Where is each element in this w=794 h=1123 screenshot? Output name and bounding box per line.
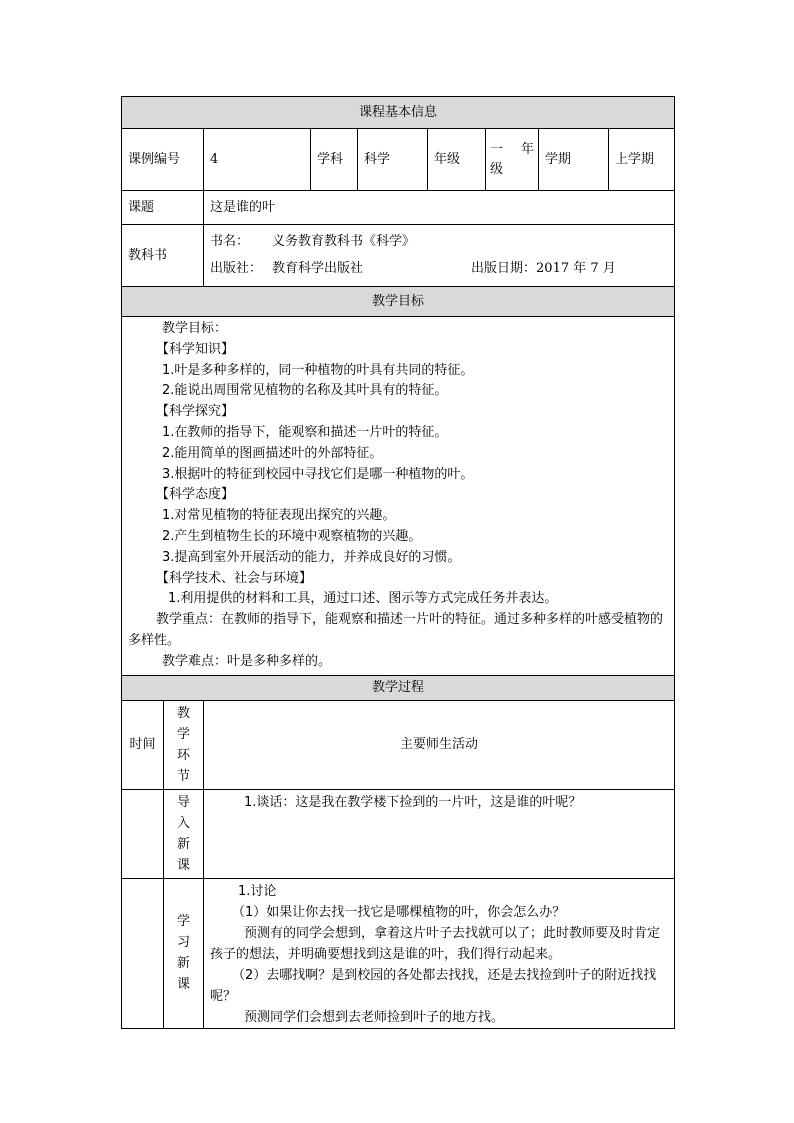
stage-learn: 学 习 新 课 <box>164 878 204 1028</box>
objectives-body <box>122 317 675 676</box>
lesson-plan-table <box>121 96 675 1029</box>
objective-line: 3.根据叶的特征到校园中寻找它们是哪一种植物的叶。 <box>162 466 474 482</box>
col-stage-header: 教 学 环 节 <box>164 700 204 789</box>
row-time-cell <box>122 789 164 878</box>
objective-line: 1.叶是多种多样的，同一种植物的叶具有共同的特征。 <box>162 362 474 378</box>
textbook-label: 教科书 <box>122 225 204 287</box>
activity-line: 1.讨论 <box>238 883 277 899</box>
activity-line: （2）去哪找啊？是到校园的各处都去找找，还是去找捡到叶子的附近找找呢？ <box>210 967 657 1004</box>
objective-line: 【科学技术、社会与环境】 <box>156 570 313 586</box>
col-activity-header: 主要师生活动 <box>204 700 675 789</box>
col-time-header: 时间 <box>122 700 164 789</box>
grade-label: 年级 <box>428 129 486 191</box>
activity-line: 预测同学们会想到去老师捡到叶子的地方找。 <box>244 1009 505 1025</box>
activity-learn <box>204 878 675 1028</box>
activity-intro <box>204 789 675 878</box>
objective-line: 1.在教师的指导下，能观察和描述一片叶的特征。 <box>162 424 448 440</box>
objective-line: 2.能说出周围常见植物的名称及其叶具有的特征。 <box>162 383 448 399</box>
activity-line: （1）如果让你去找一找它是哪棵植物的叶，你会怎么办？ <box>232 904 566 920</box>
key-point: 教学重点：在教师的指导下，能观察和描述一片叶的特征。通过多种多样的叶感受植物的多样性。 <box>128 612 664 648</box>
pub-date-label: 出版日期： <box>471 261 537 276</box>
topic-value: 这是谁的叶 <box>204 191 675 225</box>
objective-line: 1.利用提供的材料和工具，通过口述、图示等方式完成任务并表达。 <box>168 591 558 607</box>
objective-line: 1.对常见植物的特征表现出探究的兴趣。 <box>162 508 396 524</box>
objective-line: 3.提高到室外开展活动的能力，并养成良好的习惯。 <box>162 549 461 565</box>
book-name-label: 书名： <box>210 234 250 249</box>
objective-line: 2.产生到植物生长的环境中观察植物的兴趣。 <box>162 528 422 544</box>
stage-intro: 导 入 新 课 <box>164 789 204 878</box>
topic-label: 课题 <box>122 191 204 225</box>
grade-value <box>486 129 539 191</box>
publisher-label: 出版社： <box>210 261 263 276</box>
grade-value-bottom: 级 <box>490 161 504 177</box>
objective-line: 教学目标： <box>162 321 228 336</box>
case-no-label: 课例编号 <box>122 129 204 191</box>
textbook-info <box>204 225 675 287</box>
publisher-value: 教育科学出版社 <box>272 261 364 276</box>
grade-value-top-left: 一 <box>490 141 504 157</box>
process-header: 教学过程 <box>122 675 675 700</box>
book-name-value: 义务教育教科书《科学》 <box>272 234 416 249</box>
objectives-header: 教学目标 <box>122 287 675 317</box>
subject-label: 学科 <box>311 129 358 191</box>
difficulty: 教学难点：叶是多种多样的。 <box>162 653 332 669</box>
basic-info-header: 课程基本信息 <box>122 97 675 129</box>
activity-line: 预测有的同学会想到，拿着这片叶子去找就可以了；此时教师要及时肯定孩子的想法，并明确要想找到这是谁的叶，我们得行动起来。 <box>210 925 661 962</box>
term-value: 上学期 <box>609 129 675 191</box>
objective-line: 【科学知识】 <box>156 341 235 357</box>
subject-value: 科学 <box>358 129 428 191</box>
grade-value-top-right: 年 <box>520 141 534 157</box>
objective-line: 【科学态度】 <box>156 487 235 503</box>
case-no-value: 4 <box>204 129 311 191</box>
objective-line: 2.能用简单的图画描述叶的外部特征。 <box>162 445 383 461</box>
activity-line: 1.谈话：这是我在教学楼下捡到的一片叶，这是谁的叶呢？ <box>244 794 582 810</box>
objective-line: 【科学探究】 <box>156 404 235 420</box>
term-label: 学期 <box>539 129 609 191</box>
pub-date-value: 2017 年 7 月 <box>536 261 616 276</box>
row-time-cell <box>122 878 164 1028</box>
